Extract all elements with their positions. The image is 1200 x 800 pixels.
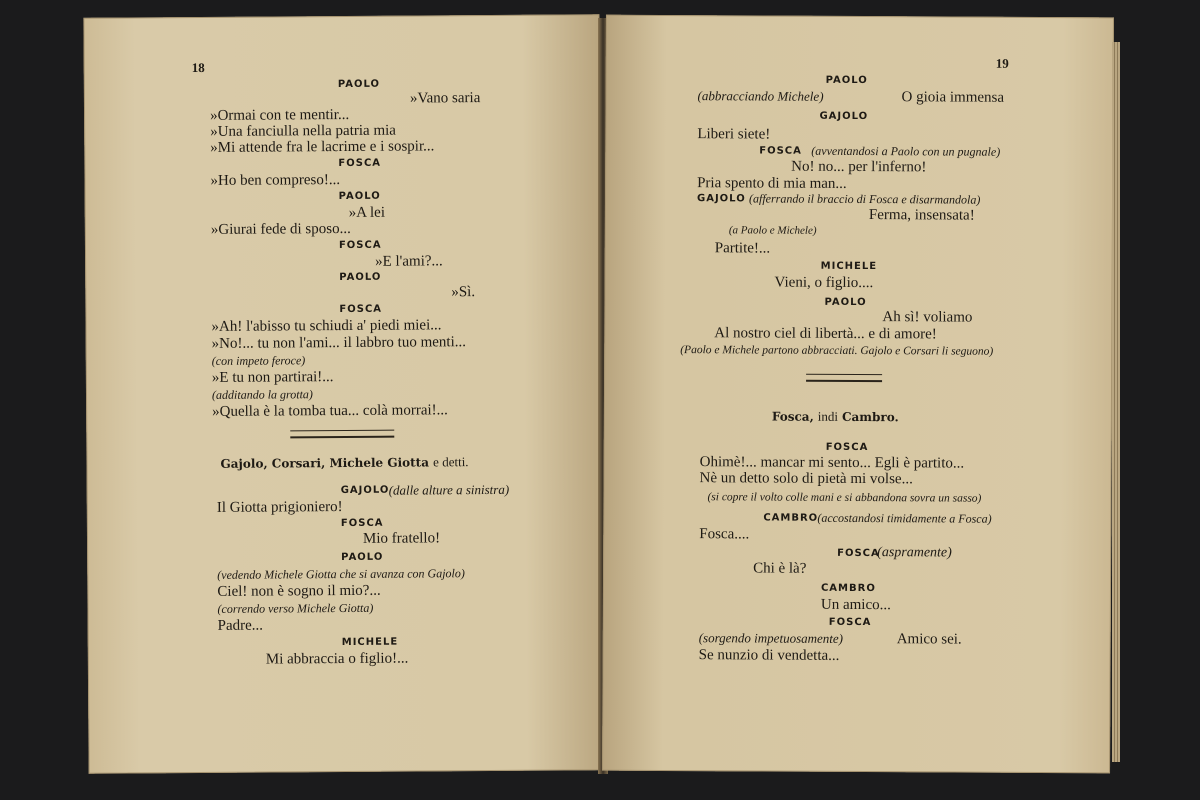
verse-line: »E tu non partirai!... [211,369,334,386]
scene-heading [772,409,899,426]
speaker-name: CAMBRO [820,582,876,595]
verse-line: »Ah! l'abisso tu schiudi a' piedi miei... [211,317,442,335]
stage-direction: (avventandosi a Paolo con un pugnale) [811,143,1001,159]
stage-direction: (sorgendo impetuosamente) [698,630,844,646]
verse-line: Liberi siete! [697,126,771,143]
verse-line: Pria spento di mia man... [697,175,847,192]
verse-line: Chi è là? [753,560,807,577]
stage-direction: (si copre il volto colle mani e si abbandona sovra un sasso) [707,491,982,505]
verse-line: Ciel! non è sogno il mio?... [217,582,381,600]
speaker-name: PAOLO [339,271,382,284]
speaker-name: FOSCA [759,145,802,157]
speaker-name: PAOLO [825,74,868,87]
speaker-name: PAOLO [337,78,381,91]
verse-line: Se nunzio di vendetta... [698,647,840,664]
verse-line: Mi abbraccia o figlio!... [265,650,409,668]
stage-direction: (dalle alture a sinistra) [388,481,510,498]
scene-heading [220,455,468,470]
stage-direction: (correndo verso Michele Giotta) [217,600,374,616]
page-edges [1112,42,1120,762]
speaker-name: PAOLO [341,551,384,564]
speaker-name: FOSCA [828,616,872,629]
stage-direction: (afferrando il braccio di Fosca e disarmandola) [748,191,981,207]
speaker-name: GAJOLO [696,193,746,205]
verse-line: Nè un detto solo di pietà mi volse... [699,470,913,488]
verse-line: »Sì. [451,284,476,301]
speaker-name: FOSCA [338,239,382,252]
verse-line: »A lei [348,204,386,221]
stage-direction: (additando la grotta) [211,387,313,402]
speaker-name: FOSCA [339,303,383,316]
speaker-name: PAOLO [824,296,867,309]
verse-line: »Ormai con te mentir... [209,106,350,124]
verse-line: »Mi attende fra le lacrime e i sospir... [210,138,435,156]
verse-line: Al nostro ciel di libertà... e di amore! [714,325,937,343]
verse-line: Mio fratello! [362,530,441,547]
page-number: 19 [995,55,1009,71]
stage-direction: (abbracciando Michele) [697,88,824,104]
speaker-name: MICHELE [820,260,878,273]
verse-line: »Giurai fede di sposo... [210,220,351,238]
stage-direction: (a Paolo e Michele) [728,224,817,237]
right-page [602,15,1114,774]
verse-line: Il Giotta prigioniero! [216,499,343,516]
section-rule [290,430,394,439]
verse-line: »Quella è la tomba tua... colà morrai!... [212,402,448,420]
section-rule [806,374,882,382]
speaker-name: PAOLO [338,190,381,203]
scene-heading-connector: indi [817,408,839,424]
verse-line: »No!... tu non l'ami... il labbro tuo menti... [211,334,467,352]
stage-direction: (accostandosi timidamente a Fosca) [817,510,992,526]
verse-line: O gioia immensa [901,89,1005,106]
verse-line: Partite!... [714,240,771,257]
speaker-name: MICHELE [341,636,399,649]
speaker-name: CAMBRO [763,512,819,524]
stage-direction: (aspramente) [877,545,952,561]
scene-heading-names: Gajolo, Corsari, Michele Giotta [220,455,430,471]
verse-line: Ferma, insensata! [868,207,975,224]
left-page [83,14,604,774]
speaker-name: FOSCA [338,157,382,170]
verse-line: Un amico... [820,596,891,614]
speaker-name: GAJOLO [819,110,869,123]
open-book [82,16,1114,780]
scene-heading-tail: e detti. [433,454,469,470]
verse-line: »Ho ben compreso!... [210,172,341,189]
stage-direction: (Paolo e Michele partono abbracciati. Gajolo e Corsari li seguono) [680,344,994,358]
stage-direction: (vedendo Michele Giotta che si avanza con Gajolo) [217,566,465,582]
verse-line: »Vano saria [409,90,481,107]
verse-line: »Una fanciulla nella patria mia [210,122,396,140]
verse-line: Ohimè!... mancar mi sento... Egli è partito... [699,454,965,472]
verse-line: »E l'ami?... [375,253,443,270]
verse-line: No! no... per l'inferno! [791,158,927,176]
speaker-name: FOSCA [825,441,869,454]
speaker-name: GAJOLO [340,484,390,497]
speaker-name: FOSCA [340,517,384,530]
verse-line: Padre... [217,617,264,634]
verse-line: Ah sì! voliamo [882,309,973,326]
page-number: 18 [191,59,205,76]
stage-direction: (con impeto feroce) [211,353,306,368]
verse-line: Vieni, o figlio.... [774,274,874,292]
speaker-name: FOSCA [837,547,880,560]
verse-line: Amico sei. [896,631,962,648]
scene-heading-name: Fosca, [771,409,814,424]
verse-line: Fosca.... [699,526,750,543]
scene-heading-name: Cambro. [841,409,899,425]
